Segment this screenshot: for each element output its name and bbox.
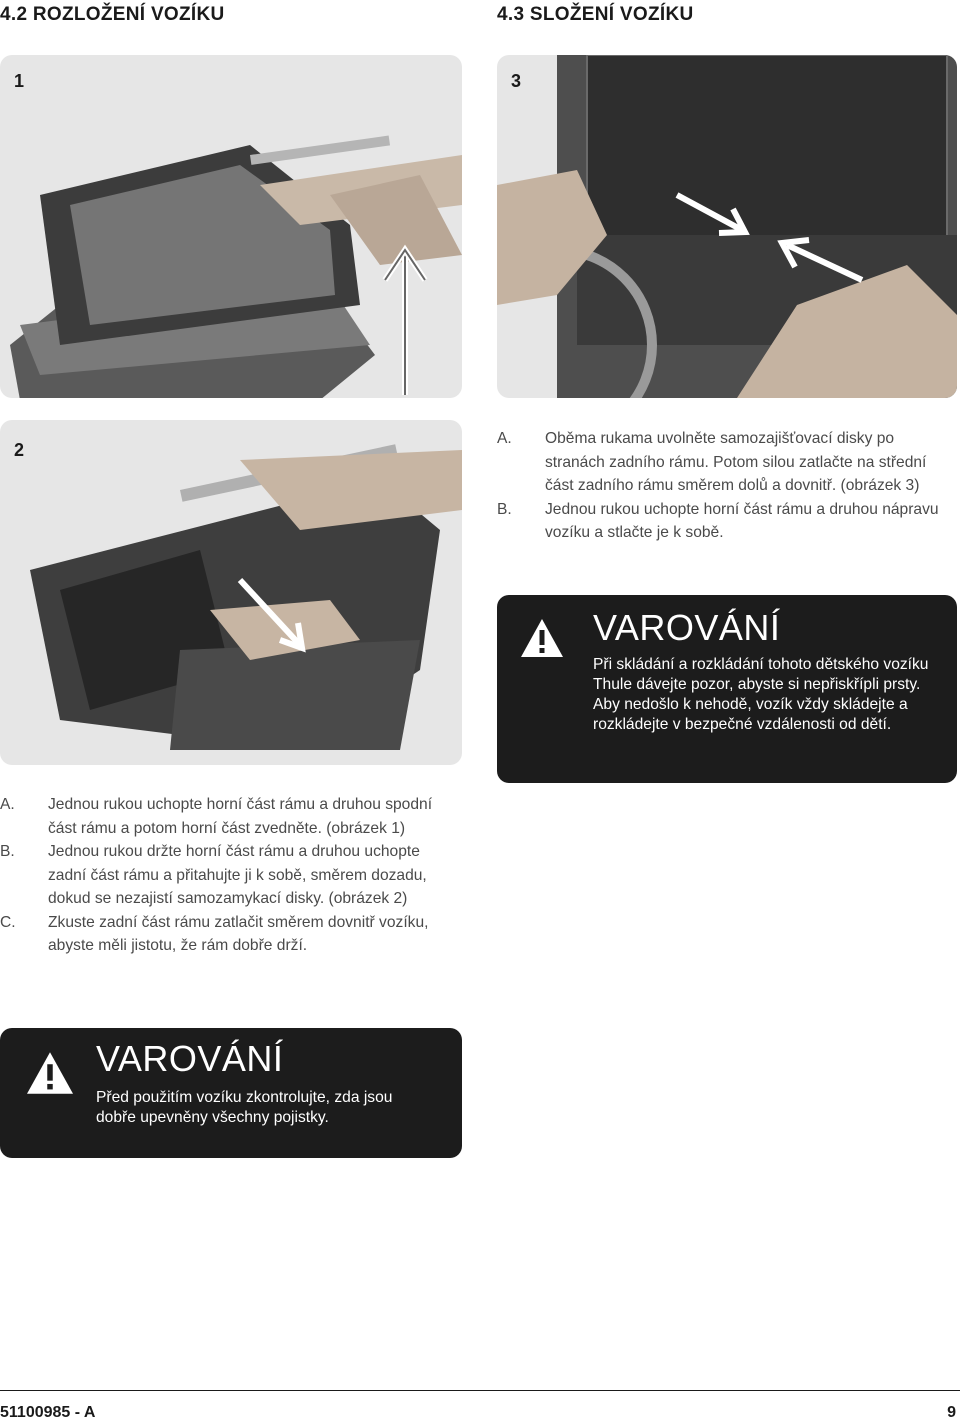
warning-title: VAROVÁNÍ	[593, 607, 781, 648]
warning-title: VAROVÁNÍ	[96, 1038, 284, 1079]
step-letter: B.	[0, 843, 15, 860]
figure-3-number: 3	[511, 71, 522, 91]
warning-box-unfold	[0, 1028, 462, 1158]
section-title-unfold: 4.2 ROZLOŽENÍ VOZÍKU	[0, 4, 225, 25]
warning-text: Při skládání a rozkládání tohoto dětského vozíku Thule dávejte pozor, abyste si nepřiskřípli prsty. Aby nedošlo k nehodě, vozík vždy skládejte a rozkládejte v bezpečné vzdálenosti od dětí.	[593, 656, 929, 733]
step-text: Oběma rukama uvolněte samozajišťovací disky po stranách zadního rámu. Potom silou zatlačte na střední část zadního rámu směrem dolů a dovnitř. (obrázek 3)	[545, 430, 927, 494]
step-text: Zkuste zadní část rámu zatlačit směrem dovnitř vozíku, abyste měli jistotu, že rám dobře drží.	[48, 913, 429, 954]
warning-triangle-icon	[519, 617, 565, 659]
fold-step-b	[497, 498, 952, 545]
section-title-fold: 4.3 SLOŽENÍ VOZÍKU	[497, 4, 694, 25]
warning-text: Před použitím vozíku zkontrolujte, zda jsou dobře upevněny všechny pojistky.	[96, 1089, 393, 1126]
figure-1-photo	[0, 55, 462, 398]
warning-triangle-icon	[24, 1050, 76, 1096]
unfold-step-b	[0, 840, 462, 911]
footer-doc-code: 51100985 - A	[0, 1404, 96, 1421]
fold-step-a	[497, 427, 952, 498]
footer-divider	[0, 1390, 960, 1391]
unfold-step-a	[0, 793, 462, 840]
figure-3-photo	[497, 55, 957, 398]
step-text: Jednou rukou uchopte horní část rámu a druhou nápravu vozíku a stlačte je k sobě.	[545, 500, 939, 541]
footer-page-number: 9	[947, 1404, 956, 1421]
step-letter: B.	[497, 500, 512, 518]
step-text: Jednou rukou uchopte horní část rámu a druhou spodní část rámu a potom horní část zvedněte. (obrázek 1)	[48, 796, 433, 837]
unfold-step-c	[0, 911, 462, 958]
figure-1-number: 1	[14, 71, 25, 91]
step-letter: C.	[0, 913, 16, 931]
step-text: Jednou rukou držte horní část rámu a druhou uchopte zadní část rámu a přitahujte ji k sobě, směrem dozadu, dokud se nezajistí samozamykací disky. (obrázek 2)	[48, 843, 427, 907]
step-letter: A.	[497, 430, 512, 447]
figure-2-photo	[0, 420, 462, 765]
figure-2-number: 2	[14, 440, 25, 460]
warning-box-fold	[497, 595, 957, 783]
fold-instructions	[497, 427, 952, 545]
step-letter: A.	[0, 796, 15, 813]
unfold-instructions	[0, 793, 462, 958]
